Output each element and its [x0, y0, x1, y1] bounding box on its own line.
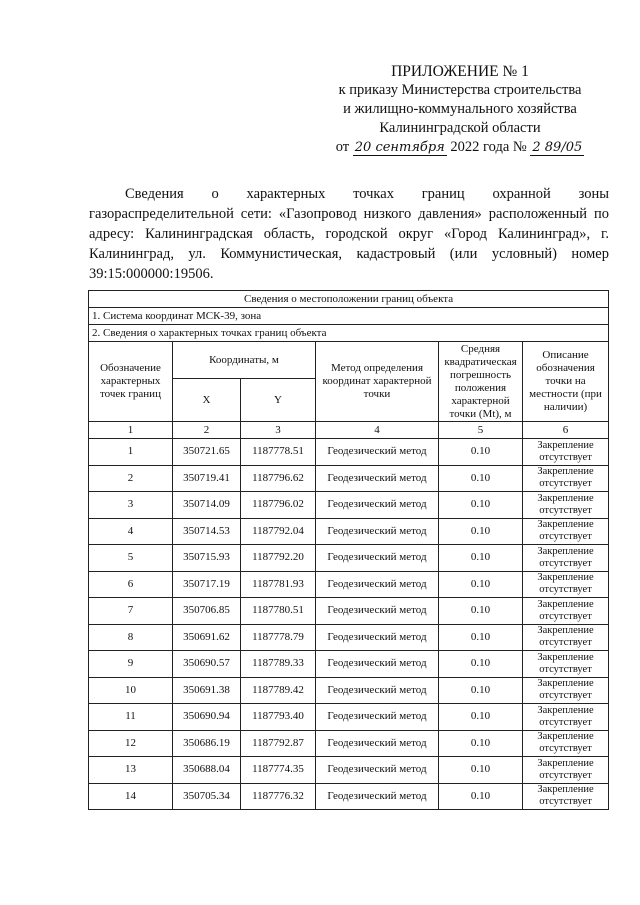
point-number: 3 — [89, 492, 173, 519]
coord-y: 1187781.93 — [241, 571, 316, 598]
error-mt: 0.10 — [439, 545, 523, 572]
method: Геодезический метод — [316, 783, 439, 810]
description-text: Закрепление — [537, 466, 594, 478]
coord-x: 350686.19 — [173, 730, 241, 757]
description — [523, 571, 609, 598]
boundary-points-table — [88, 290, 609, 810]
table-row — [89, 783, 609, 810]
coord-x: 350691.62 — [173, 624, 241, 651]
description — [523, 545, 609, 572]
column-number: 4 — [316, 422, 439, 439]
coord-y: 1187780.51 — [241, 598, 316, 625]
table-row — [89, 571, 609, 598]
description — [523, 757, 609, 784]
description — [523, 439, 609, 466]
point-number: 14 — [89, 783, 173, 810]
point-number: 6 — [89, 571, 173, 598]
header-description: Описание обозначения точки на местности (при наличии) — [523, 342, 609, 422]
table-row — [89, 439, 609, 466]
column-number: 6 — [523, 422, 609, 439]
coord-y: 1187774.35 — [241, 757, 316, 784]
description-text: отсутствует — [539, 504, 592, 516]
coord-y: 1187778.79 — [241, 624, 316, 651]
description — [523, 677, 609, 704]
table-row — [89, 598, 609, 625]
method: Геодезический метод — [316, 439, 439, 466]
coord-y: 1187793.40 — [241, 704, 316, 731]
coord-x: 350714.09 — [173, 492, 241, 519]
description — [523, 783, 609, 810]
error-mt: 0.10 — [439, 518, 523, 545]
order-line-2: к приказу Министерства строительства — [338, 82, 582, 98]
description-text: Закрепление — [537, 439, 594, 451]
method: Геодезический метод — [316, 624, 439, 651]
coord-y: 1187778.51 — [241, 439, 316, 466]
description-text: отсутствует — [539, 663, 592, 675]
coord-x: 350705.34 — [173, 783, 241, 810]
point-number: 11 — [89, 704, 173, 731]
coordinate-system-row: 1. Система координат МСК-39, зона — [89, 308, 609, 325]
method: Геодезический метод — [316, 704, 439, 731]
method: Геодезический метод — [316, 757, 439, 784]
table-row — [89, 704, 609, 731]
document-header — [300, 62, 620, 157]
error-mt: 0.10 — [439, 730, 523, 757]
description-text: Закрепление — [537, 757, 594, 769]
description-text: отсутствует — [539, 716, 592, 728]
description-text: отсутствует — [539, 637, 592, 649]
description — [523, 465, 609, 492]
description-text: Закрепление — [537, 545, 594, 557]
error-mt: 0.10 — [439, 624, 523, 651]
table-row — [89, 465, 609, 492]
method: Геодезический метод — [316, 730, 439, 757]
year-text: 2022 года № — [450, 139, 527, 155]
point-number: 5 — [89, 545, 173, 572]
table-row — [89, 545, 609, 572]
description-text: отсутствует — [539, 769, 592, 781]
handwritten-date: 20 сентября — [354, 140, 445, 155]
point-number: 1 — [89, 439, 173, 466]
method: Геодезический метод — [316, 545, 439, 572]
coord-x: 350691.38 — [173, 677, 241, 704]
point-number: 10 — [89, 677, 173, 704]
description-text: отсутствует — [539, 584, 592, 596]
description — [523, 598, 609, 625]
coord-x: 350714.53 — [173, 518, 241, 545]
description-text: Закрепление — [537, 572, 594, 584]
description — [523, 651, 609, 678]
header-x: X — [173, 379, 241, 422]
description — [523, 704, 609, 731]
handwritten-number: 2 89/05 — [532, 140, 583, 155]
column-number: 5 — [439, 422, 523, 439]
description-text: Закрепление — [537, 704, 594, 716]
description-text: Закрепление — [537, 678, 594, 690]
intro-paragraph: Сведения о характерных точках границ охранной зоны газораспределительной сети: «Газопровод низкого давления» расположенный по адресу: Калининградская область, городской округ «Город Калининград», г. Калининград, ул. Коммунистическая, кадастровый (или условный) номер 39:15:000000:19506. — [89, 186, 609, 282]
error-mt: 0.10 — [439, 704, 523, 731]
description-text: отсутствует — [539, 478, 592, 490]
error-mt: 0.10 — [439, 598, 523, 625]
error-mt: 0.10 — [439, 757, 523, 784]
points-section-row: 2. Сведения о характерных точках границ объекта — [89, 325, 609, 342]
coord-x: 350706.85 — [173, 598, 241, 625]
order-line-4: Калининградской области — [379, 120, 541, 136]
error-mt: 0.10 — [439, 571, 523, 598]
coord-y: 1187796.62 — [241, 465, 316, 492]
point-number: 2 — [89, 465, 173, 492]
coord-y: 1187792.20 — [241, 545, 316, 572]
method: Геодезический метод — [316, 571, 439, 598]
method: Геодезический метод — [316, 465, 439, 492]
point-number: 9 — [89, 651, 173, 678]
header-method: Метод определения координат характерной точки — [316, 342, 439, 422]
description-text: отсутствует — [539, 557, 592, 569]
coord-x: 350717.19 — [173, 571, 241, 598]
description — [523, 730, 609, 757]
header-coordinates: Координаты, м — [173, 342, 316, 379]
error-mt: 0.10 — [439, 439, 523, 466]
description-text: отсутствует — [539, 451, 592, 463]
coord-x: 350715.93 — [173, 545, 241, 572]
order-date-line — [300, 138, 620, 157]
table-row — [89, 492, 609, 519]
error-mt: 0.10 — [439, 783, 523, 810]
coord-x: 350688.04 — [173, 757, 241, 784]
table-row — [89, 757, 609, 784]
error-mt: 0.10 — [439, 465, 523, 492]
point-number: 8 — [89, 624, 173, 651]
method: Геодезический метод — [316, 492, 439, 519]
coord-x: 350719.41 — [173, 465, 241, 492]
description-text: Закрепление — [537, 731, 594, 743]
date-prefix: от — [335, 139, 350, 155]
header-error: Средняя квадратическая погрешность положения характерной точки (Mt), м — [439, 342, 523, 422]
description-text: отсутствует — [539, 796, 592, 808]
coord-x: 350690.57 — [173, 651, 241, 678]
header-point-designation: Обозначение характерных точек границ — [89, 342, 173, 422]
error-mt: 0.10 — [439, 651, 523, 678]
description-text: отсутствует — [539, 610, 592, 622]
column-number: 1 — [89, 422, 173, 439]
description-text: Закрепление — [537, 651, 594, 663]
description-text: Закрепление — [537, 598, 594, 610]
description-text: Закрепление — [537, 492, 594, 504]
table-row — [89, 624, 609, 651]
method: Геодезический метод — [316, 598, 439, 625]
table-row — [89, 730, 609, 757]
description-text: отсутствует — [539, 743, 592, 755]
coord-y: 1187789.42 — [241, 677, 316, 704]
error-mt: 0.10 — [439, 492, 523, 519]
order-line-3: и жилищно-коммунального хозяйства — [343, 101, 577, 117]
table-title: Сведения о местоположении границ объекта — [89, 291, 609, 308]
table-row — [89, 651, 609, 678]
table-row — [89, 677, 609, 704]
column-number: 3 — [241, 422, 316, 439]
point-number: 12 — [89, 730, 173, 757]
coord-y: 1187789.33 — [241, 651, 316, 678]
method: Геодезический метод — [316, 677, 439, 704]
description — [523, 518, 609, 545]
point-number: 7 — [89, 598, 173, 625]
description-text: Закрепление — [537, 784, 594, 796]
description-text: Закрепление — [537, 519, 594, 531]
description-text: Закрепление — [537, 625, 594, 637]
coord-y: 1187796.02 — [241, 492, 316, 519]
column-number: 2 — [173, 422, 241, 439]
point-number: 13 — [89, 757, 173, 784]
coord-y: 1187792.04 — [241, 518, 316, 545]
description-text: отсутствует — [539, 531, 592, 543]
coord-y: 1187792.87 — [241, 730, 316, 757]
error-mt: 0.10 — [439, 677, 523, 704]
method: Геодезический метод — [316, 518, 439, 545]
point-number: 4 — [89, 518, 173, 545]
table-row — [89, 518, 609, 545]
coord-y: 1187776.32 — [241, 783, 316, 810]
appendix-title: ПРИЛОЖЕНИЕ № 1 — [391, 63, 529, 80]
header-y: Y — [241, 379, 316, 422]
method: Геодезический метод — [316, 651, 439, 678]
description-text: отсутствует — [539, 690, 592, 702]
description — [523, 492, 609, 519]
description — [523, 624, 609, 651]
coord-x: 350721.65 — [173, 439, 241, 466]
coord-x: 350690.94 — [173, 704, 241, 731]
